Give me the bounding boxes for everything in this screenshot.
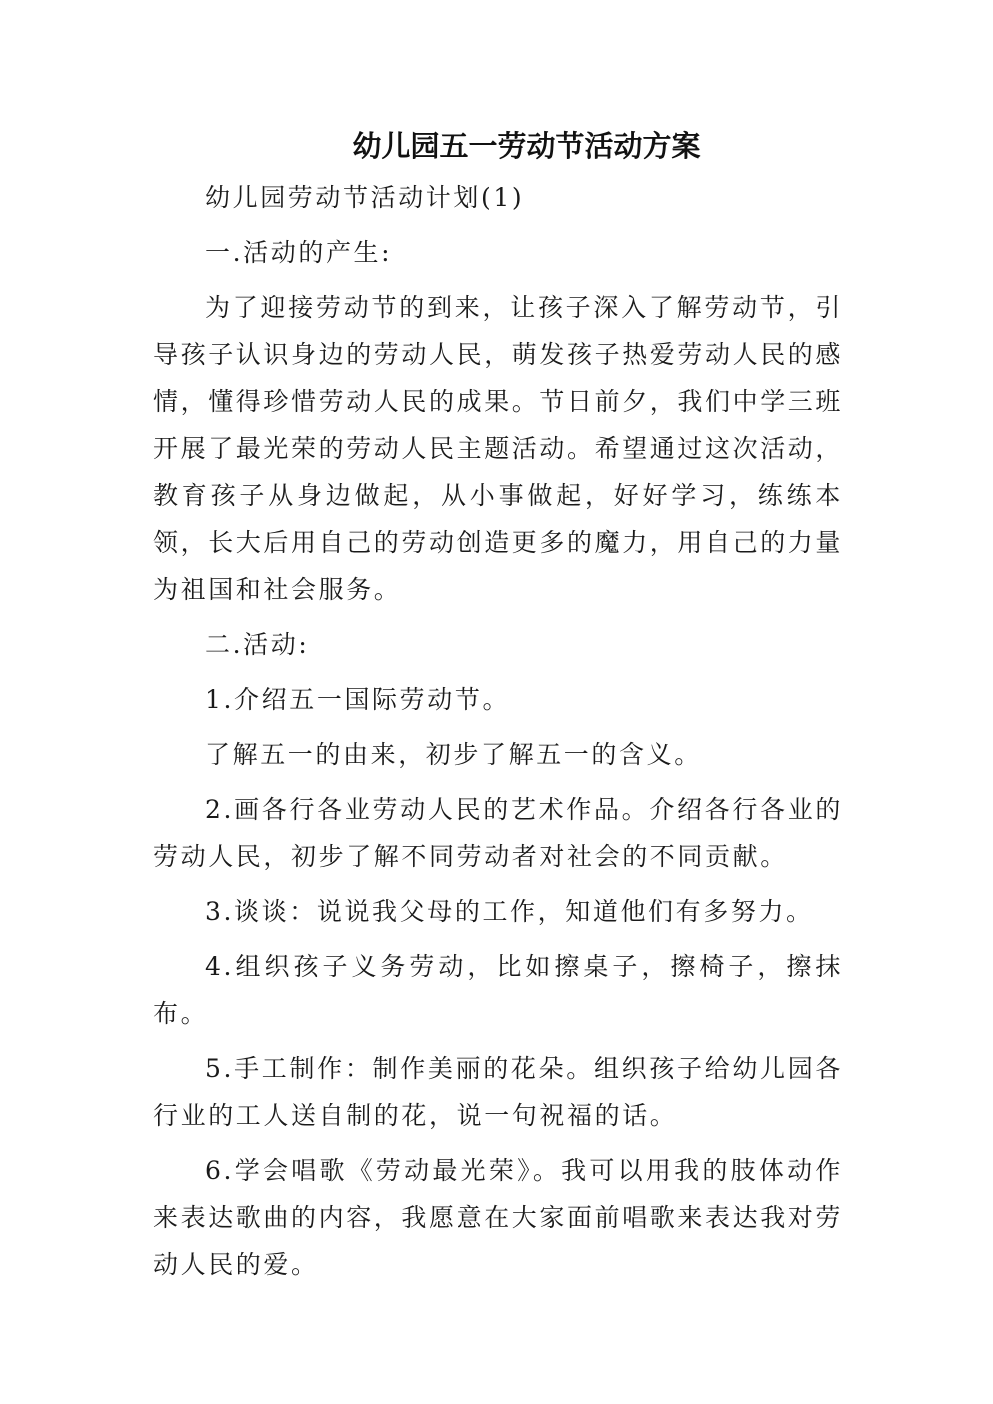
activity-item-3: 3.谈谈：说说我父母的工作，知道他们有多努力。 — [205, 897, 814, 926]
plan-subtitle: 幼儿园劳动节活动计划(1) — [205, 183, 525, 212]
activity-item-2: 2.画各行各业劳动人民的艺术作品。介绍各行各业的劳动人民，初步了解不同劳动者对社会的不同贡献。 — [153, 795, 843, 871]
activity-item-6: 6.学会唱歌《劳动最光荣》。我可以用我的肢体动作来表达歌曲的内容，我愿意在大家面前唱歌来表达我对劳动人民的爱。 — [153, 1156, 844, 1279]
document-title: 幼儿园五一劳动节活动方案 — [352, 129, 701, 163]
activity-item-1: 1.介绍五一国际劳动节。 — [205, 685, 511, 714]
document-body — [153, 174, 843, 1296]
section-heading-origin: 一.活动的产生: — [205, 238, 393, 267]
activity-item-5: 5.手工制作：制作美丽的花朵。组织孩子给幼儿园各行业的工人送自制的花，说一句祝福的话。 — [153, 1054, 843, 1130]
section-heading-activities: 二.活动: — [205, 630, 310, 659]
activity-item-4: 4.组织孩子义务劳动，比如擦桌子，擦椅子，擦抹布。 — [153, 952, 843, 1028]
activity-item-1-detail: 了解五一的由来，初步了解五一的含义。 — [205, 740, 702, 769]
paragraph-origin: 为了迎接劳动节的到来，让孩子深入了解劳动节，引导孩子认识身边的劳动人民，萌发孩子热爱劳动人民的感情，懂得珍惜劳动人民的成果。节日前夕，我们中学三班开展了最光荣的劳动人民主题活动。希望通过这次活动，教育孩子从身边做起，从小事做起，好好学习，练练本领，长大后用自己的劳动创造更多的魔力，用自己的力量为祖国和社会服务。 — [153, 293, 844, 604]
